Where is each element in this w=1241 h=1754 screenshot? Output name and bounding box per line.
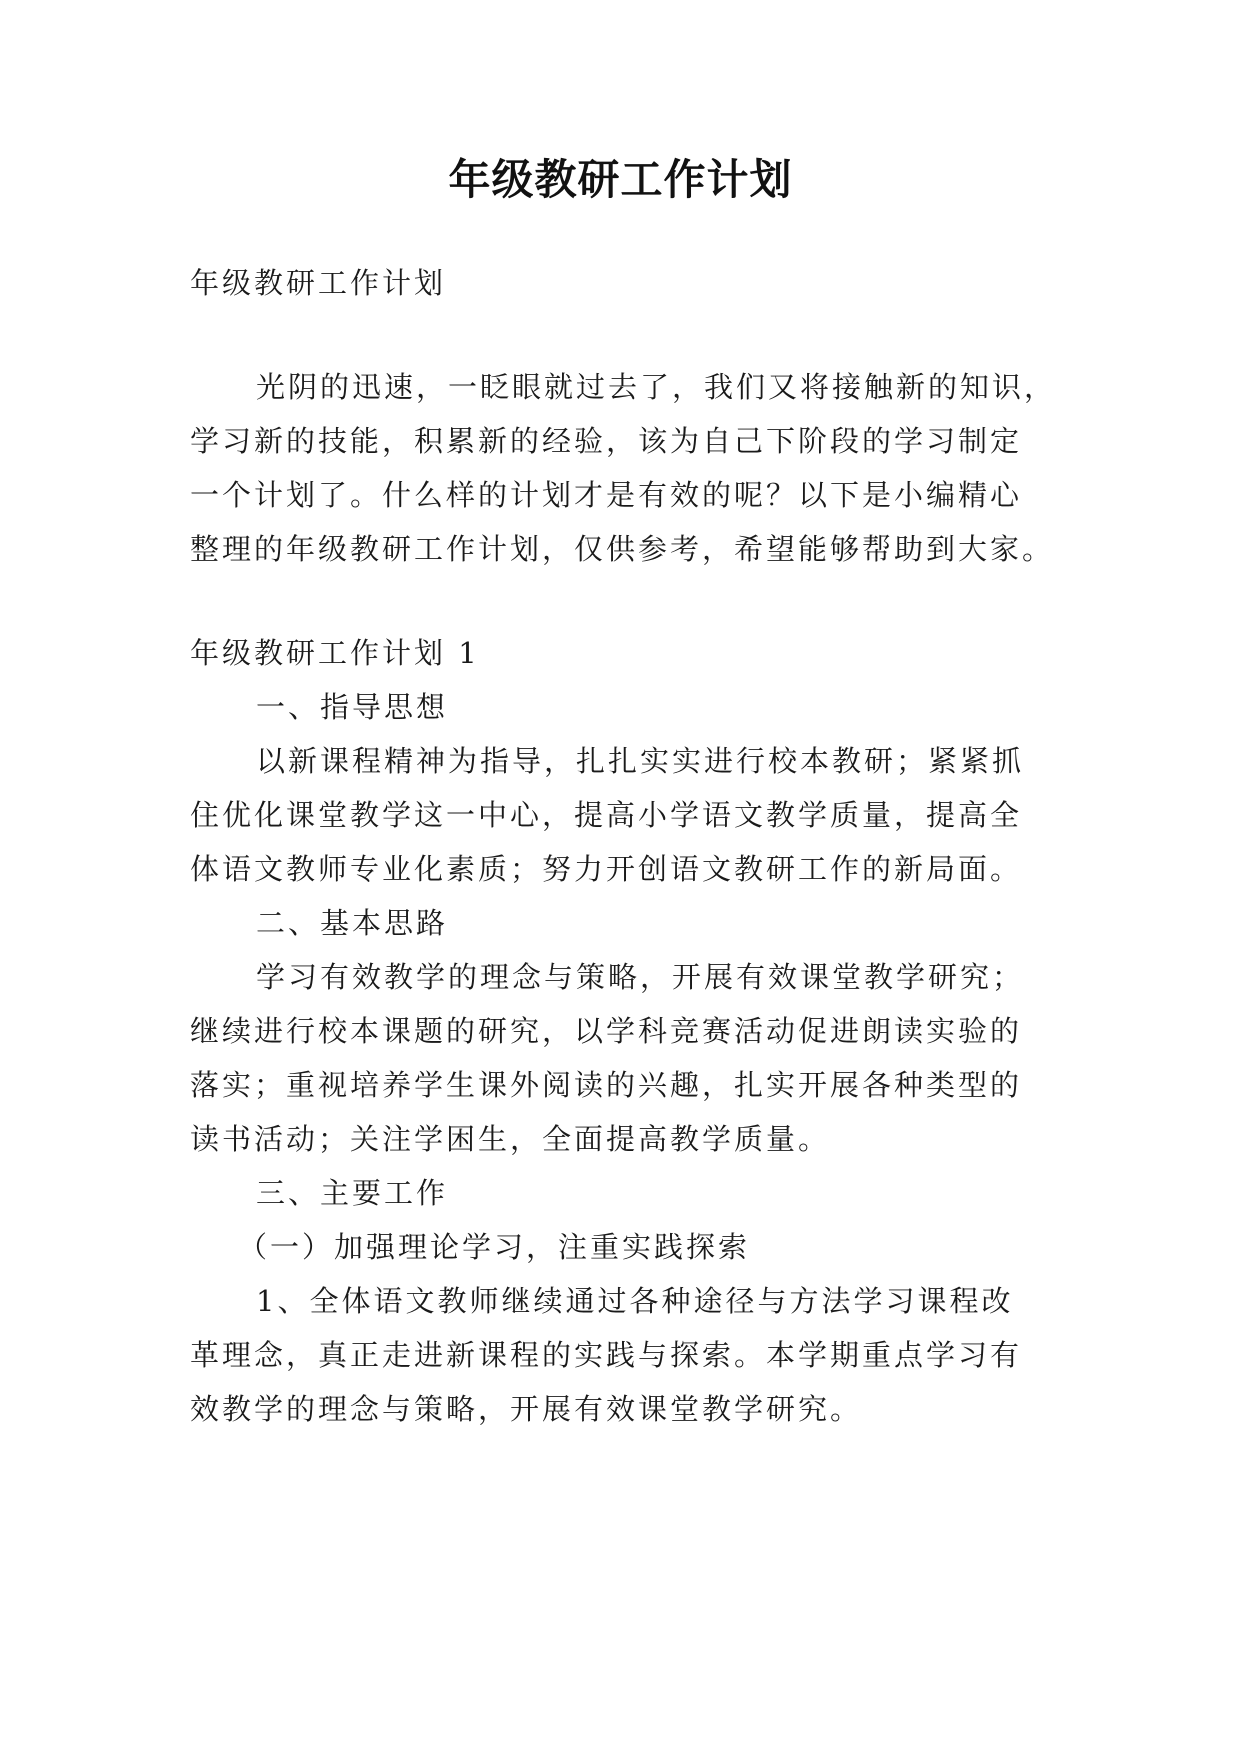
intro-line-3: 一个计划了。什么样的计划才是有效的呢？以下是小编精心 — [190, 478, 1023, 512]
intro-line-1: 光阴的迅速，一眨眼就过去了，我们又将接触新的知识， — [256, 370, 1057, 404]
heading-basic-approach: 二、基本思路 — [256, 906, 449, 940]
intro-line-4: 整理的年级教研工作计划，仅供参考，希望能够帮助到大家。 — [190, 532, 1055, 566]
paragraph-line: 效教学的理念与策略，开展有效课堂教学研究。 — [190, 1392, 863, 1426]
document-title: 年级教研工作计划 — [448, 155, 793, 204]
section-heading: 年级教研工作计划 1 — [190, 636, 480, 670]
paragraph-line: 1、全体语文教师继续通过各种途径与方法学习课程改 — [256, 1284, 1014, 1318]
heading-main-work: 三、主要工作 — [256, 1176, 449, 1210]
paragraph-line: 继续进行校本课题的研究，以学科竞赛活动促进朗读实验的 — [190, 1014, 1023, 1048]
paragraph-line: 住优化课堂教学这一中心，提高小学语文教学质量，提高全 — [190, 798, 1023, 832]
paragraph-line: 落实；重视培养学生课外阅读的兴趣，扎实开展各种类型的 — [190, 1068, 1023, 1102]
subheading-theory-practice: （一）加强理论学习，注重实践探索 — [238, 1230, 751, 1264]
subtitle-line: 年级教研工作计划 — [190, 266, 447, 300]
paragraph-line: 体语文教师专业化素质；努力开创语文教研工作的新局面。 — [190, 852, 1023, 886]
paragraph-line: 学习有效教学的理念与策略，开展有效课堂教学研究； — [256, 960, 1025, 994]
paragraph-line: 以新课程精神为指导，扎扎实实进行校本教研；紧紧抓 — [256, 744, 1025, 778]
heading-guiding-ideology: 一、指导思想 — [256, 690, 449, 724]
intro-line-2: 学习新的技能，积累新的经验，该为自己下阶段的学习制定 — [190, 424, 1023, 458]
paragraph-line: 读书活动；关注学困生，全面提高教学质量。 — [190, 1122, 831, 1156]
paragraph-line: 革理念，真正走进新课程的实践与探索。本学期重点学习有 — [190, 1338, 1023, 1372]
